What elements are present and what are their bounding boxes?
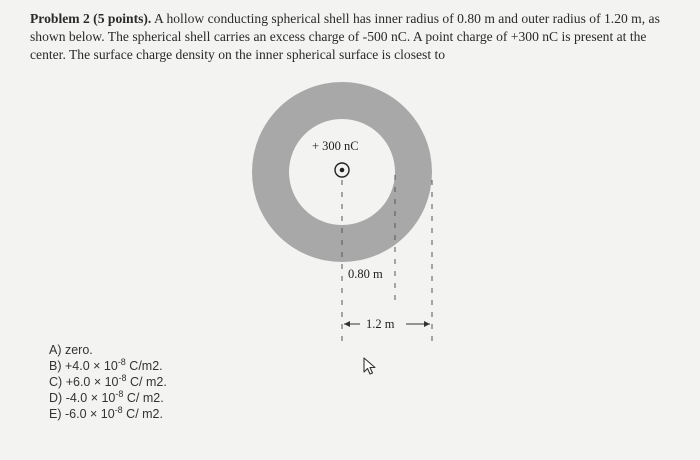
- choice-value: +4.0 × 10: [64, 359, 118, 373]
- choice-unit: C/m2.: [125, 359, 163, 373]
- choice-letter: C): [49, 375, 63, 389]
- choice-exponent: -8: [115, 388, 124, 399]
- choice-exponent: -8: [114, 404, 123, 415]
- choice-exponent: -8: [117, 356, 126, 367]
- left-arrowhead-icon: [344, 321, 350, 327]
- choice-unit: C/ m2.: [126, 375, 167, 389]
- outer-radius-label: 1.2 m: [366, 317, 395, 331]
- right-arrowhead-icon: [424, 321, 430, 327]
- choice-value: zero.: [64, 343, 93, 357]
- problem-body: A hollow conducting spherical shell has inner radius of 0.80 m and outer radius of 1.20 m, as shown below. The spherical shell carries an excess charge of -500 nC. A point charge of +300 nC is present at the center. The surface charge density on the inner spherical surface is closest to: [30, 11, 660, 62]
- choice-letter: D): [49, 391, 63, 405]
- mouse-cursor-icon: [362, 356, 378, 376]
- choice-value: -6.0 × 10: [64, 407, 115, 421]
- choice-value: +6.0 × 10: [65, 375, 119, 389]
- choice-e[interactable]: [49, 406, 167, 422]
- choice-unit: C/ m2.: [123, 391, 164, 405]
- center-charge-label: + 300 nC: [312, 139, 359, 153]
- choice-b[interactable]: [49, 358, 167, 374]
- choice-letter: A): [49, 343, 62, 357]
- choice-exponent: -8: [118, 372, 127, 383]
- choice-unit: C/ m2.: [122, 407, 163, 421]
- choice-letter: E): [49, 407, 62, 421]
- choice-d[interactable]: [49, 390, 167, 406]
- center-charge-dot: [340, 168, 345, 173]
- choice-c[interactable]: [49, 374, 167, 390]
- choice-a[interactable]: [49, 342, 167, 358]
- answer-choices: [49, 342, 167, 422]
- inner-radius-label: 0.80 m: [348, 267, 383, 281]
- choice-value: -4.0 × 10: [65, 391, 116, 405]
- choice-letter: B): [49, 359, 62, 373]
- problem-heading: Problem 2 (5 points).: [30, 11, 152, 26]
